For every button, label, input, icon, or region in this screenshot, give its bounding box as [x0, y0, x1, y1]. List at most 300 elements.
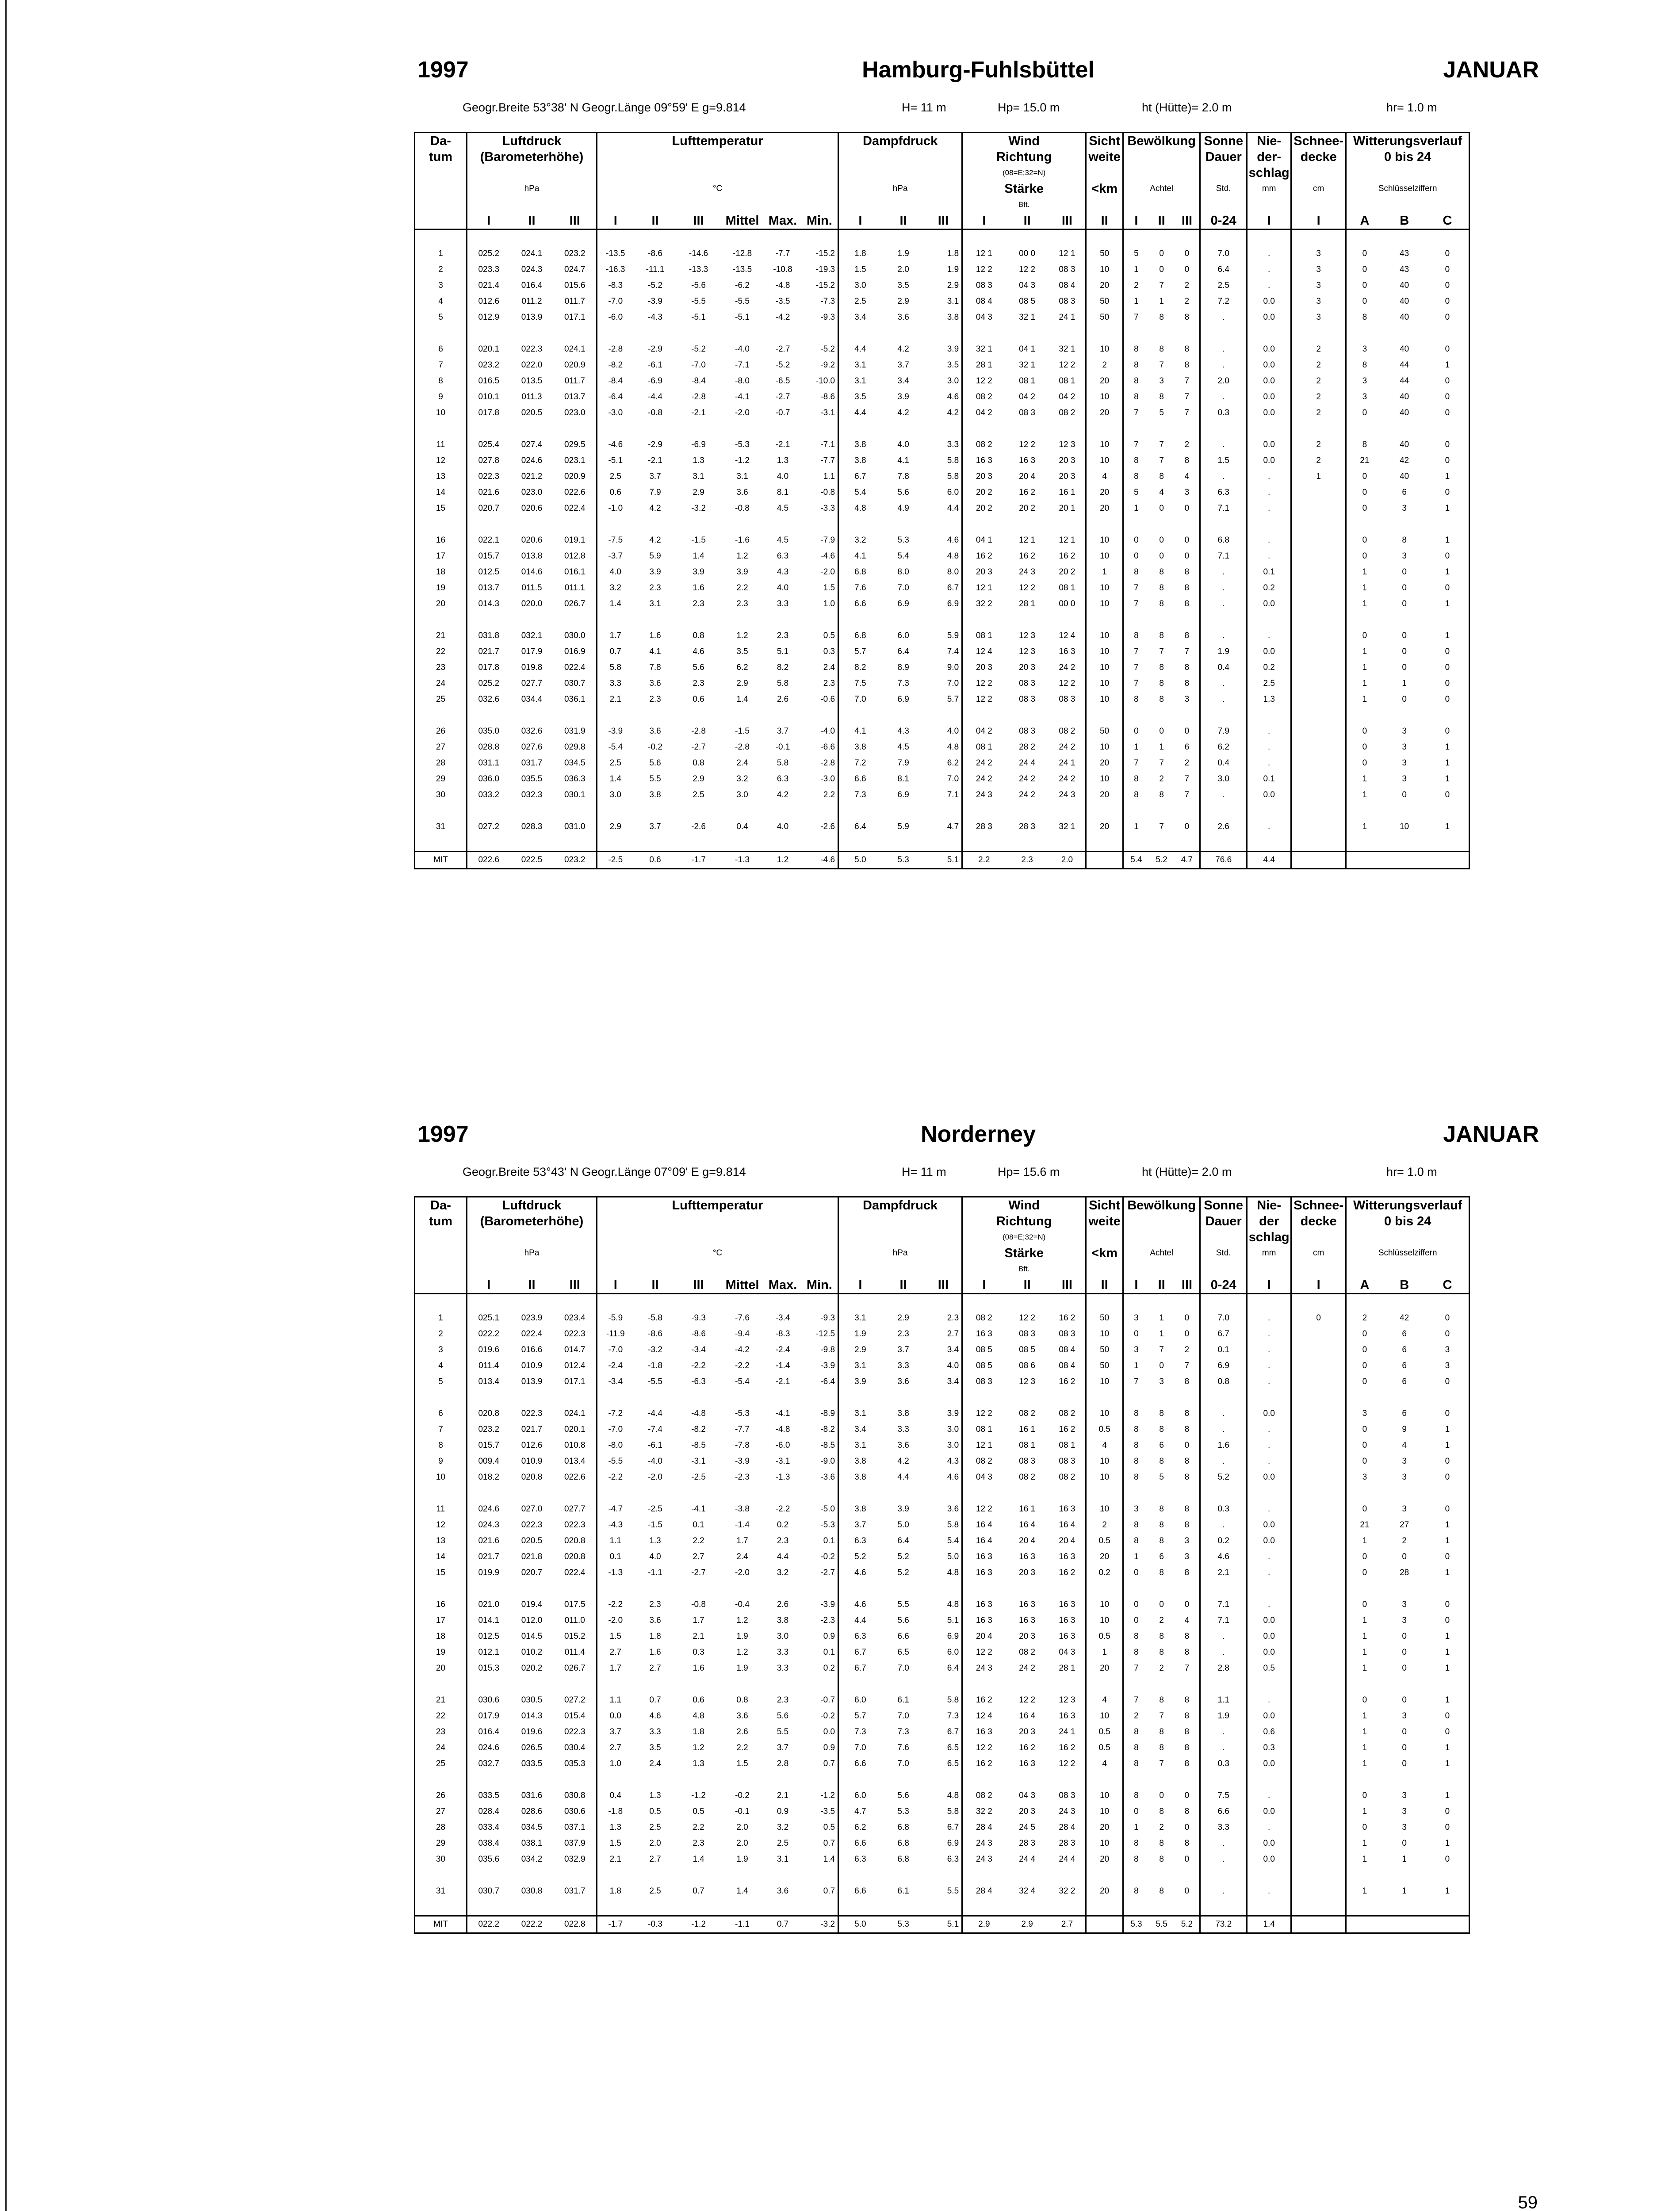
day-value: 011.5: [521, 583, 542, 593]
day-value: 5.8: [947, 1695, 959, 1705]
spacer-cell: [1049, 835, 1086, 852]
day-value: 3: [1402, 742, 1407, 752]
day-value: 11: [436, 1504, 445, 1514]
spacer-row: [415, 1867, 1470, 1883]
day-value: 08 1: [1059, 376, 1075, 386]
day-value: 7.5: [838, 676, 882, 692]
day-value: 2.3: [777, 631, 789, 640]
day-value: 0: [1445, 408, 1450, 417]
day-value: 5.6: [897, 1791, 909, 1800]
spacer-cell: [1086, 1899, 1123, 1916]
day-value: 32 2: [962, 1804, 1006, 1820]
spacer-cell: [467, 1390, 510, 1406]
column-label: III: [925, 1277, 962, 1294]
spacer-cell: [1175, 1581, 1200, 1597]
spacer-cell: [801, 1676, 838, 1692]
day-value: [1291, 644, 1346, 660]
day-value: 018.2: [467, 1469, 510, 1485]
day-value: 1: [1445, 1664, 1450, 1673]
day-value: 8: [1123, 1740, 1149, 1756]
day-value: [1291, 548, 1346, 564]
day-value: 021.8: [521, 1552, 543, 1561]
day-value: -2.2: [597, 1469, 634, 1485]
day-value: 3.3: [597, 676, 634, 692]
column-label: I: [1123, 1277, 1149, 1294]
spacer-cell: [962, 1294, 1006, 1311]
day-value: 3.8: [838, 739, 882, 755]
spacer-cell: [838, 612, 882, 628]
day-value: 1: [1346, 1740, 1383, 1756]
spacer-cell: [415, 1581, 467, 1597]
day-value: 0.3: [1247, 1740, 1291, 1756]
day-value: 10: [1400, 822, 1409, 831]
day-value: -2.3: [735, 1473, 750, 1482]
spacer-cell: [1049, 1485, 1086, 1501]
spacer-cell: [1123, 325, 1149, 341]
spacer-cell: [1346, 1899, 1383, 1916]
day-value: 20: [1086, 501, 1123, 516]
day-value: 3.6: [897, 1377, 909, 1386]
day-value: 0: [1445, 1552, 1450, 1561]
day-value: 3: [1346, 389, 1383, 405]
day-value: [1291, 1469, 1346, 1485]
column-label: I: [597, 1277, 634, 1294]
day-value: 12 2: [1019, 1313, 1036, 1323]
day-value: 29: [436, 774, 446, 784]
day-value: 0: [1346, 278, 1383, 294]
day-value: [1291, 1836, 1346, 1851]
header-row: [415, 1197, 1470, 1214]
spacer-cell: [415, 1676, 467, 1692]
day-value: 8: [1159, 392, 1164, 402]
day-value: 3.0: [777, 1632, 789, 1641]
day-value: 0.3: [1200, 405, 1247, 421]
day-value: -2.7: [820, 1568, 835, 1577]
day-value: 0.0: [1247, 1645, 1291, 1660]
day-value: 8: [1123, 1756, 1149, 1772]
day-value: 0: [1123, 1597, 1149, 1613]
day-value: 0: [1346, 501, 1383, 516]
day-value: 2.2: [693, 1536, 704, 1545]
day-value: 0.5: [1247, 1660, 1291, 1676]
day-value: 020.8: [467, 1406, 510, 1422]
spacer-cell: [1200, 1899, 1247, 1916]
day-value: 8: [1184, 1759, 1190, 1768]
day-value: -8.6: [648, 1329, 662, 1339]
day-value: 026.5: [521, 1743, 543, 1752]
spacer-cell: [720, 803, 765, 819]
day-value: 15: [436, 1568, 446, 1577]
day-value: 5.5: [947, 1886, 959, 1896]
day-row: [415, 787, 1470, 803]
day-value: 1.4: [736, 695, 748, 704]
day-row: [415, 501, 1470, 516]
day-value: -0.2: [820, 1552, 835, 1561]
day-value: 4.4: [947, 504, 959, 513]
day-value: 8: [1159, 313, 1164, 322]
day-value: .: [1247, 501, 1291, 516]
day-value: 027.0: [521, 1504, 543, 1514]
day-value: 44: [1400, 376, 1409, 386]
day-value: 0.9: [777, 1807, 789, 1816]
spacer-cell: [1346, 803, 1383, 819]
day-value: 1: [1346, 1533, 1383, 1549]
day-value: .: [1247, 1342, 1291, 1358]
day-value: -9.4: [735, 1329, 750, 1339]
day-value: 9: [1402, 1425, 1407, 1434]
day-value: 16 2: [1019, 488, 1036, 497]
spacer-cell: [1049, 1676, 1086, 1692]
spacer-cell: [882, 1485, 925, 1501]
spacer-cell: [1123, 1390, 1149, 1406]
spacer-cell: [1200, 230, 1247, 246]
day-value: 16 4: [962, 1533, 1006, 1549]
day-value: -2.1: [648, 456, 662, 465]
geo-coordinates: Geogr.Breite 53°43' N Geogr.Länge 07°09' E g=9.814: [463, 1165, 746, 1178]
day-value: 12 3: [1059, 440, 1075, 449]
header-label: [597, 1261, 838, 1277]
day-value: 16 3: [1059, 647, 1075, 656]
spacer-cell: [801, 1390, 838, 1406]
mean-value: [1426, 1916, 1470, 1933]
geo-coordinates: Geogr.Breite 53°38' N Geogr.Länge 09°59' E g=9.814: [463, 101, 746, 114]
day-value: 5.1: [947, 1616, 959, 1625]
day-value: -3.2: [691, 504, 706, 513]
day-value: 6.4: [1200, 262, 1247, 278]
header-label: Bft.: [962, 197, 1086, 213]
day-value: 020.2: [521, 1664, 543, 1673]
day-value: 1: [1445, 360, 1450, 370]
spacer-row: [415, 612, 1470, 628]
day-value: 3.5: [897, 281, 909, 290]
day-value: -7.0: [597, 1422, 634, 1438]
day-value: 50: [1086, 294, 1123, 310]
header-label: cm: [1291, 181, 1346, 197]
page-number: 59: [1518, 2193, 1538, 2211]
day-row: [415, 1645, 1470, 1660]
day-value: 4.1: [838, 723, 882, 739]
day-value: 1: [1346, 1645, 1383, 1660]
day-value: 16 2: [1019, 551, 1036, 561]
spacer-cell: [1426, 1676, 1470, 1692]
day-value: 2: [1159, 1616, 1164, 1625]
spacer-cell: [1200, 325, 1247, 341]
day-value: 3.6: [947, 1504, 959, 1514]
day-value: 3.3: [777, 1648, 789, 1657]
spacer-cell: [634, 1867, 677, 1883]
day-value: 14: [436, 488, 446, 497]
day-row: [415, 357, 1470, 373]
mean-value: -1.2: [677, 1916, 720, 1933]
day-value: 7.1: [947, 790, 959, 799]
spacer-cell: [634, 1676, 677, 1692]
day-value: -2.0: [735, 408, 750, 417]
day-value: 8: [1123, 1851, 1149, 1867]
spacer-cell: [1426, 1581, 1470, 1597]
day-value: -0.2: [820, 1711, 835, 1721]
header-label: Sicht: [1086, 1197, 1123, 1214]
day-value: [1291, 1565, 1346, 1581]
day-value: 3.5: [649, 1743, 661, 1752]
spacer-cell: [1291, 708, 1346, 723]
spacer-cell: [1247, 612, 1291, 628]
day-value: -2.6: [820, 822, 835, 831]
day-value: 6.2: [736, 663, 748, 672]
day-value: -8.2: [691, 1425, 706, 1434]
day-value: -0.8: [648, 408, 662, 417]
day-value: -16.3: [597, 262, 634, 278]
mean-row: [415, 852, 1470, 869]
day-value: 031.6: [521, 1791, 543, 1800]
day-value: -9.2: [820, 360, 835, 370]
day-value: 0: [1445, 727, 1450, 736]
day-value: 1: [1159, 297, 1164, 306]
day-value: [1291, 1549, 1346, 1565]
header-label: der-: [1247, 149, 1291, 165]
day-value: 8: [1184, 1695, 1190, 1705]
spacer-cell: [467, 1676, 510, 1692]
spacer-cell: [1291, 1772, 1346, 1788]
day-value: 10: [1086, 437, 1123, 453]
day-value: 3: [1159, 376, 1164, 386]
day-value: 0.7: [823, 1759, 835, 1768]
day-value: -4.3: [648, 313, 662, 322]
day-value: 8: [1123, 1454, 1149, 1469]
day-value: 0.2: [777, 1520, 789, 1530]
day-value: [1291, 660, 1346, 676]
spacer-cell: [765, 516, 801, 532]
day-value: 6.9: [1200, 1358, 1247, 1374]
day-value: 7: [1123, 644, 1149, 660]
day-value: 2.9: [693, 488, 704, 497]
month: JANUAR: [1443, 57, 1539, 83]
day-value: 012.6: [467, 294, 510, 310]
spacer-cell: [677, 1485, 720, 1501]
day-value: -4.8: [691, 1409, 706, 1418]
day-value: -3.1: [775, 1457, 790, 1466]
day-value: 3.2: [597, 580, 634, 596]
day-value: 20: [1086, 1660, 1123, 1676]
day-value: 013.7: [467, 580, 510, 596]
day-value: 012.1: [467, 1645, 510, 1660]
day-value: 6.5: [947, 1743, 959, 1752]
day-value: 3.3: [897, 1425, 909, 1434]
day-value: 28 3: [962, 819, 1006, 835]
day-value: 2.6: [736, 1727, 748, 1737]
day-value: 015.7: [467, 548, 510, 564]
day-value: 8: [1184, 567, 1190, 577]
spacer-cell: [1426, 835, 1470, 852]
day-value: 40: [1400, 408, 1409, 417]
day-value: 6.4: [838, 819, 882, 835]
day-value: 013.4: [467, 1374, 510, 1390]
day-value: 32 2: [1059, 1886, 1075, 1896]
day-value: 3.1: [947, 297, 959, 306]
day-value: 3: [1402, 1473, 1407, 1482]
column-label: Max.: [765, 213, 801, 230]
day-value: 21: [1346, 1517, 1383, 1533]
spacer-cell: [1383, 516, 1426, 532]
header-label: [1291, 165, 1346, 181]
day-value: 5.6: [777, 1711, 789, 1721]
day-value: 023.0: [521, 488, 543, 497]
mean-value: 5.0: [838, 852, 882, 869]
day-value: 0: [1445, 647, 1450, 656]
day-value: 3.6: [649, 727, 661, 736]
day-value: 2: [1159, 774, 1164, 784]
day-value: 8: [1159, 1568, 1164, 1577]
day-value: 12 1: [1059, 536, 1075, 545]
day-value: 2.2: [693, 1823, 704, 1832]
day-value: 023.2: [564, 249, 586, 258]
day-value: 3.0: [947, 1441, 959, 1450]
column-label: 0-24: [1200, 213, 1247, 230]
spacer-cell: [720, 1676, 765, 1692]
spacer-cell: [677, 1867, 720, 1883]
day-value: -8.2: [597, 357, 634, 373]
spacer-cell: [415, 1390, 467, 1406]
spacer-cell: [1200, 835, 1247, 852]
column-label: I: [1247, 213, 1291, 230]
day-value: 3.4: [838, 1422, 882, 1438]
day-value: 0: [1402, 583, 1407, 593]
header-label: mm: [1247, 181, 1291, 197]
day-value: 014.6: [521, 567, 543, 577]
spacer-cell: [597, 1899, 634, 1916]
day-value: 2.7: [649, 1855, 661, 1864]
day-value: 12 2: [962, 262, 1006, 278]
day-value: -5.5: [648, 1377, 662, 1386]
spacer-row: [415, 1676, 1470, 1692]
day-value: 024.3: [467, 1517, 510, 1533]
day-value: 7.3: [838, 1724, 882, 1740]
day-value: -7.6: [735, 1313, 750, 1323]
day-value: 26: [436, 1791, 446, 1800]
day-value: 1.3: [649, 1536, 661, 1545]
mean-value: 5.3: [882, 1916, 925, 1933]
spacer-cell: [1175, 516, 1200, 532]
day-value: -7.7: [820, 456, 835, 465]
day-value: 8: [1184, 1504, 1190, 1514]
day-value: 2.1: [777, 1791, 789, 1800]
day-value: [1291, 501, 1346, 516]
day-value: -11.9: [597, 1326, 634, 1342]
day-value: 40: [1400, 344, 1409, 354]
spacer-cell: [838, 230, 882, 246]
day-value: 1: [1159, 1313, 1164, 1323]
day-value: 6.2: [947, 758, 959, 768]
day-value: 7: [1123, 676, 1149, 692]
spacer-cell: [597, 835, 634, 852]
day-value: -1.0: [597, 501, 634, 516]
day-value: 3: [1123, 1501, 1149, 1517]
day-value: 2: [1291, 373, 1346, 389]
day-value: 038.4: [467, 1836, 510, 1851]
day-value: 3.3: [649, 1727, 661, 1737]
day-value: .: [1247, 548, 1291, 564]
spacer-cell: [1086, 1676, 1123, 1692]
day-value: 1.4: [693, 1855, 704, 1864]
header-label: Da-: [430, 1198, 451, 1213]
day-value: 24 2: [1019, 1664, 1036, 1673]
day-value: 7.0: [1200, 1310, 1247, 1326]
day-value: 1.4: [597, 596, 634, 612]
spacer-cell: [597, 1485, 634, 1501]
day-value: 0: [1402, 1648, 1407, 1657]
day-value: 1: [1346, 1708, 1383, 1724]
day-value: -1.3: [775, 1473, 790, 1482]
day-value: 20: [1086, 755, 1123, 771]
day-value: 20: [1086, 278, 1123, 294]
day-value: 28 3: [1019, 822, 1036, 831]
day-value: 8: [1123, 1438, 1149, 1454]
day-value: -2.4: [775, 1345, 790, 1354]
day-value: 0: [1123, 1613, 1149, 1629]
day-value: 3.3: [777, 599, 789, 608]
day-value: 4.8: [947, 551, 959, 561]
day-value: 0: [1445, 1727, 1450, 1737]
spacer-cell: [925, 1867, 962, 1883]
day-value: 0: [1159, 551, 1164, 561]
day-value: 25: [436, 1759, 446, 1768]
day-value: .: [1200, 564, 1247, 580]
day-value: 8: [1159, 567, 1164, 577]
header-label: hPa: [467, 1245, 597, 1261]
day-value: 1: [1346, 1724, 1383, 1740]
day-value: 8: [1184, 599, 1190, 608]
spacer-cell: [1346, 1485, 1383, 1501]
mean-value: MIT: [415, 1916, 467, 1933]
spacer-cell: [1247, 1390, 1291, 1406]
day-value: 8: [1159, 583, 1164, 593]
day-value: 0.0: [1247, 1708, 1291, 1724]
day-value: -8.0: [597, 1438, 634, 1454]
day-value: 10: [1086, 1597, 1123, 1613]
day-value: 035.3: [564, 1759, 586, 1768]
day-value: -15.2: [815, 249, 835, 258]
day-value: 017.1: [564, 1377, 586, 1386]
day-value: -3.9: [735, 1457, 750, 1466]
day-value: -4.8: [775, 281, 790, 290]
day-value: 5: [1123, 485, 1149, 501]
day-value: 8.1: [777, 488, 789, 497]
spacer-cell: [1006, 612, 1049, 628]
header-label: [1200, 1229, 1247, 1245]
mean-value: [1426, 852, 1470, 869]
day-value: -1.8: [597, 1804, 634, 1820]
day-value: 6.3: [947, 1855, 959, 1864]
spacer-cell: [720, 1772, 765, 1788]
day-value: 6.9: [897, 599, 909, 608]
day-row: [415, 246, 1470, 262]
day-value: 28 4: [962, 1820, 1006, 1836]
spacer-cell: [1291, 1294, 1346, 1311]
spacer-cell: [415, 230, 467, 246]
day-value: 10: [1086, 1454, 1123, 1469]
day-value: 8: [1123, 1788, 1149, 1804]
spacer-cell: [1149, 421, 1175, 437]
day-value: [1291, 1804, 1346, 1820]
column-label: III: [1175, 213, 1200, 230]
day-value: -10.0: [815, 376, 835, 386]
spacer-row: [415, 1581, 1470, 1597]
column-label: II: [1149, 1277, 1175, 1294]
day-value: 6: [1402, 1329, 1407, 1339]
day-value: 6.7: [947, 1823, 959, 1832]
header-row: [415, 149, 1470, 165]
day-value: 12: [436, 456, 446, 465]
day-value: 0: [1445, 1711, 1450, 1721]
